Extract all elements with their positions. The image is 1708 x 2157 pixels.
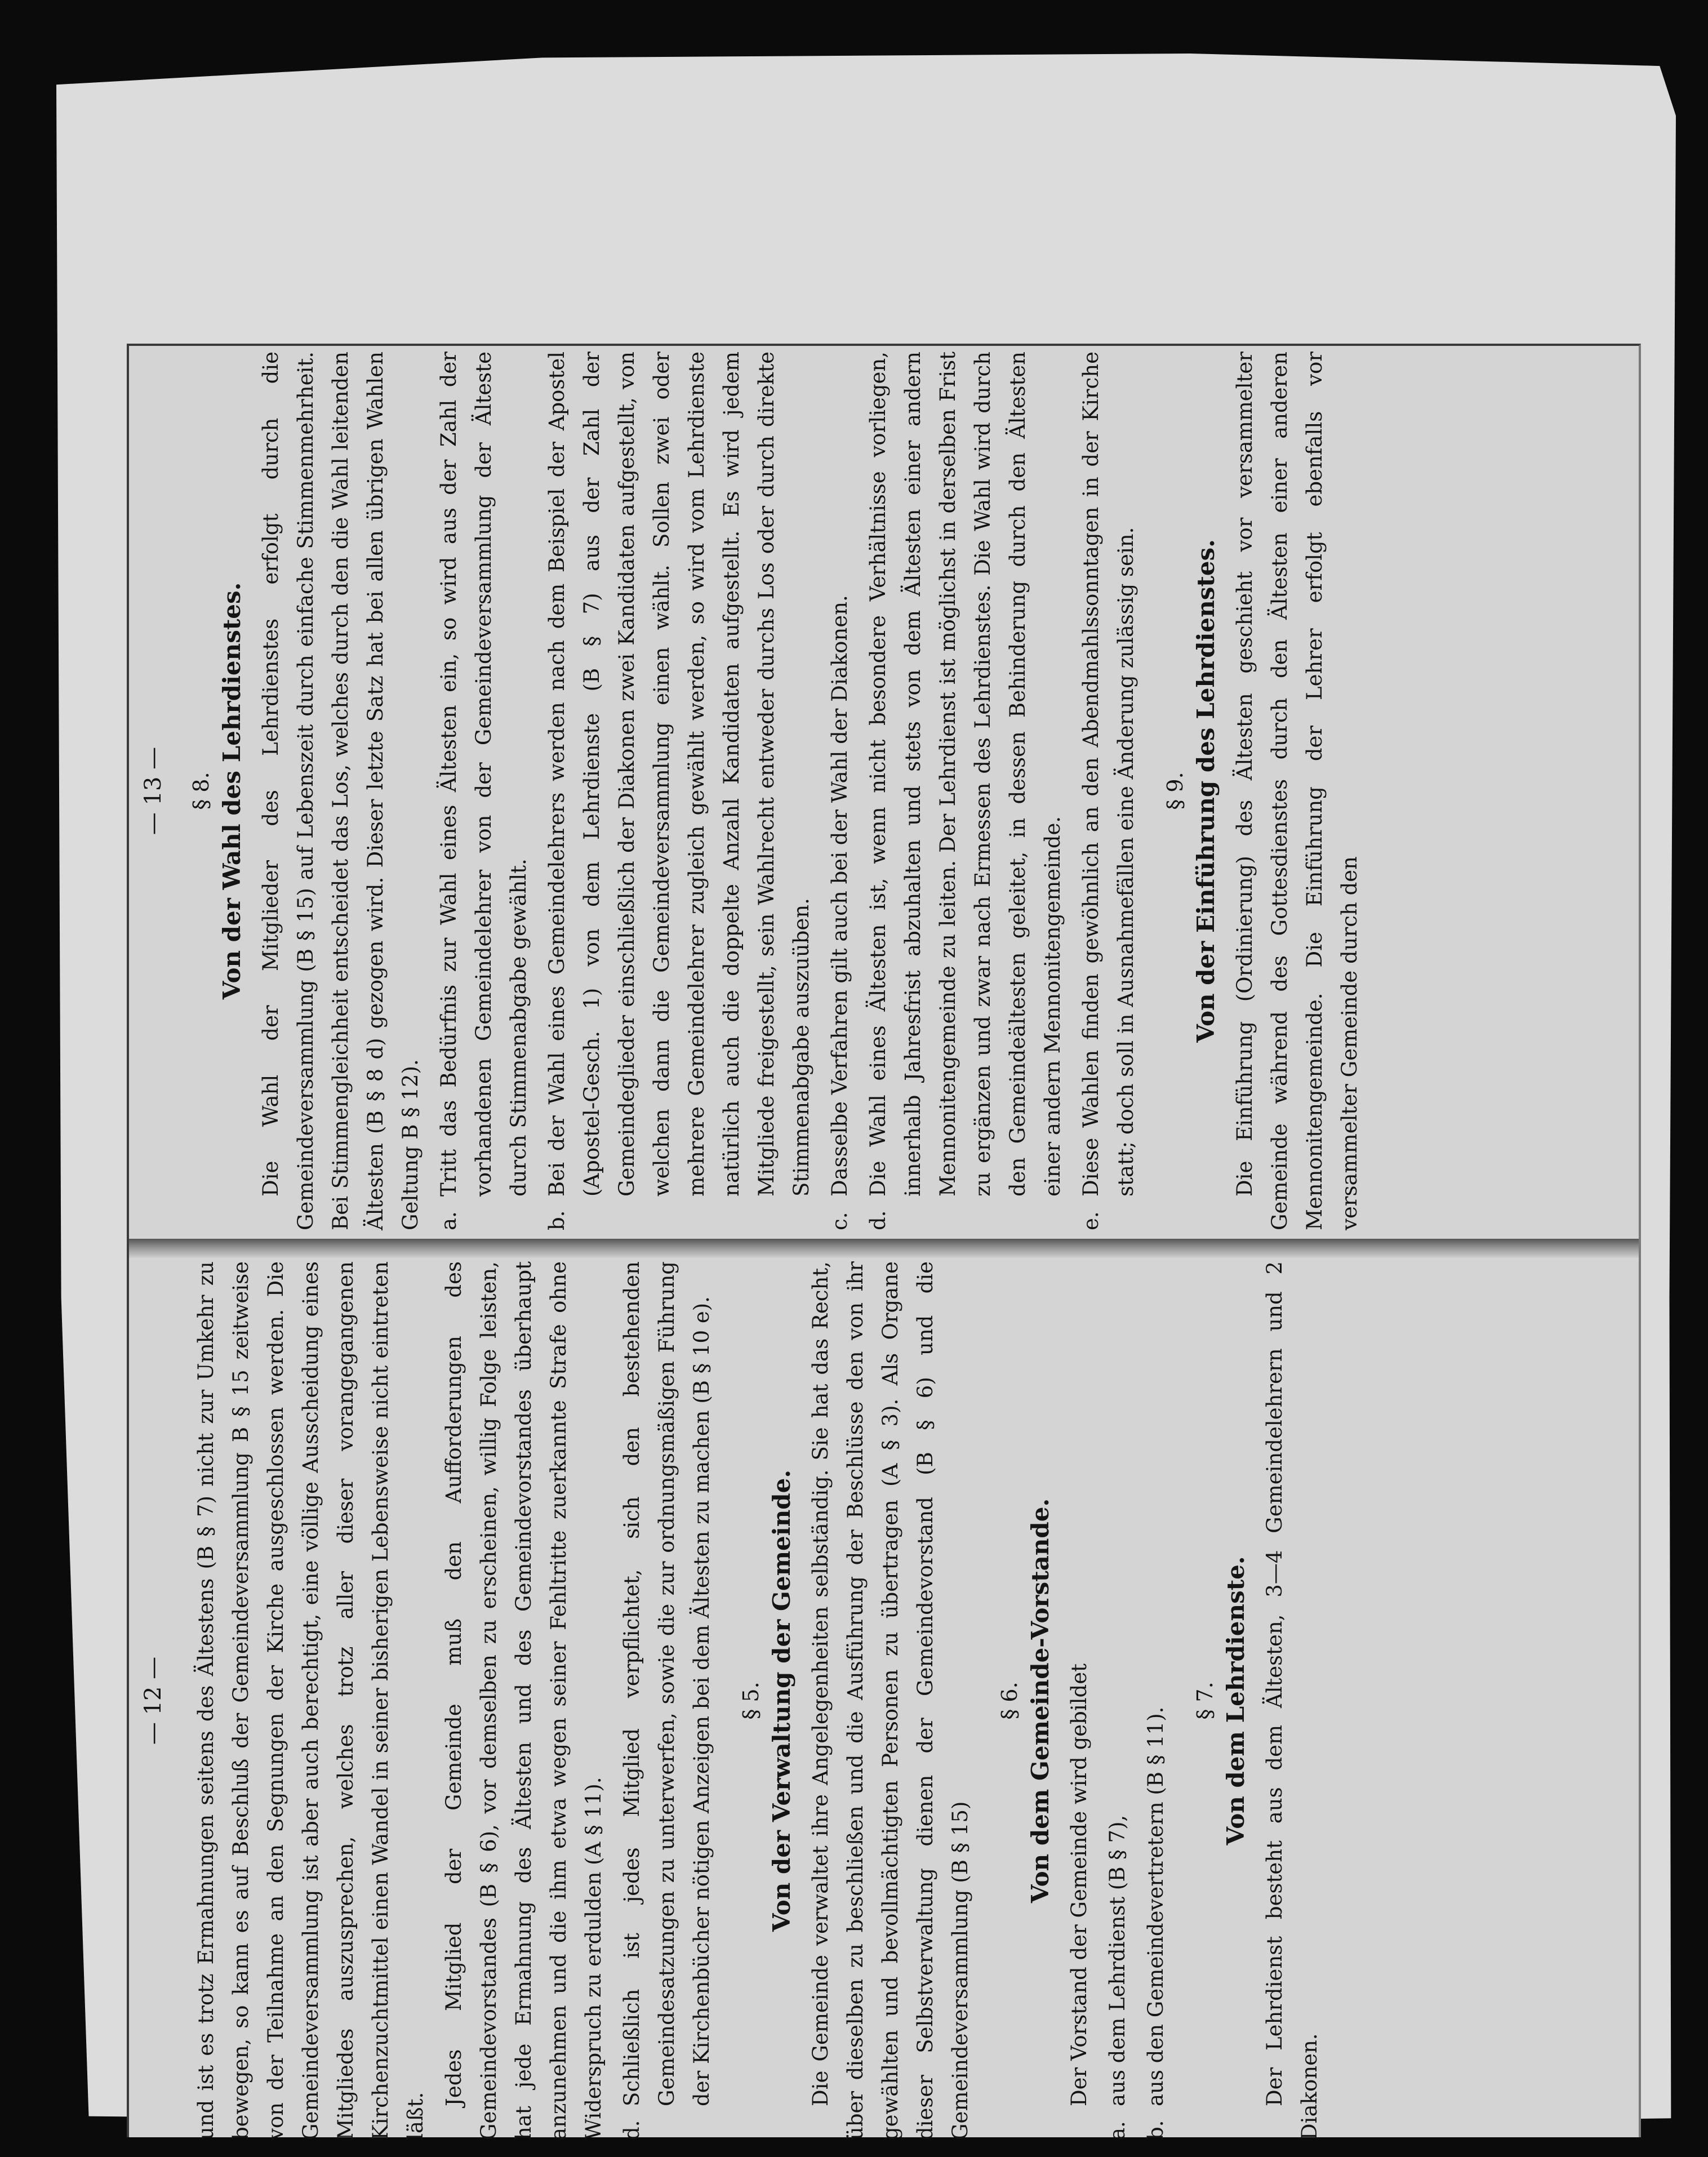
book-gutter (129, 1239, 1639, 1258)
section-heading: Von dem Gemeinde-Vorstande. (1026, 1498, 1054, 1904)
item-text: Diese Wahlen finden gewöhnlich an den Abendmahlssonntagen in der Kirche statt; doch soll in Ausnahmefällen eine Änderung zulässig sein. (1079, 352, 1138, 1197)
item-text: Tritt das Bedürfnis zur Wahl eines Ältesten ein, so wird aus der Zahl der vorhandenen Gemeindelehrer von der Gemeindeversammlung der Älteste durch Stimmenabgabe gewählt. (437, 352, 531, 1197)
item-letter: a. (437, 1211, 461, 1230)
list-item (1138, 1261, 1173, 2140)
section-number: § 7. (1193, 1682, 1217, 1720)
paragraph: Die Gemeinde verwaltet ihre Angelegenheiten selbständig. Sie hat das Recht, über dieselben zu beschließen und die Ausführung der Beschlüsse den von ihr gewählten und bevollmächtigten Personen zu übertragen (A § 3). Als Organe dieser Selbstverwaltung dienen der Gemeindevorstand (B § 6) und die Gemeindeversammlung (B § 15) (808, 1261, 972, 2140)
item-letter: e. (1079, 1211, 1103, 1230)
list-item (1074, 352, 1144, 1230)
paragraph: Der Lehrdienst besteht aus dem Ältesten, 3—4 Gemeindelehrern und 2 Diakonen. (1262, 1261, 1322, 2140)
item-text: Bei der Wahl eines Gemeindelehrers werden nach dem Beispiel der Apostel (Apostel-Gesch. 1) von dem Lehrdienste (B § 7) aus der Zahl der Gemeindeglieder einschließlich der Diakonen zwei Kandidaten aufgestellt, von welchen dann die Gemeindeversammlung einen wählt. Sollen zwei oder mehrere Gemeindelehrer zugleich gewählt werden, so wird vom Lehrdienste natürlich auch die doppelte Anzahl Kandidaten aufgestellt. Es wird jedem Mitgliede freigestellt, sein Wahlrecht entweder durchs Los oder durch direkte Stimmenabgabe auszuüben. (545, 352, 813, 1197)
book-spread (127, 344, 1641, 2140)
page-number: — 13 — (140, 746, 166, 835)
paragraph: Der Vorstand der Gemeinde wird gebildet (1067, 1664, 1091, 2106)
item-letter: b. (545, 1210, 569, 1230)
section-heading: Von dem Lehrdienste. (1222, 1556, 1249, 1845)
item-letter: d. (866, 1210, 890, 1230)
item-letter: b. (1144, 2120, 1168, 2140)
section-heading: Von der Verwaltung der Gemeinde. (768, 1470, 795, 1932)
paragraph: Die Wahl der Mitglieder des Lehrdienstes erfolgt durch die Gemeindeversammlung (B § 15) auf Lebenszeit durch einfache Stimmenmehrheit. Bei Stimmengleichheit entscheidet das Los, welches durch den die Wahl leitenden Ältesten (B § 8 d) gezogen wird. Dieser letzte Satz hat bei allen übrigen Wahlen Geltung B § 12). (259, 352, 422, 1230)
section-number: § 5. (739, 1682, 763, 1720)
paragraph: Jedes Mitglied der Gemeinde muß den Aufforderungen des Gemeindevorstandes (B § 6), vor demselben zu erscheinen, willig Folge leisten, hat jede Ermahnung des Ältesten und des Gemeindevorstandes überhaupt anzunehmen und die ihm etwa wegen seiner Fehltritte zuerkannte Strafe ohne Widerspruch zu erdulden (A § 11). (442, 1261, 606, 2140)
section-heading: Von der Wahl des Lehrdienstes. (218, 582, 246, 1000)
section-number: § 9. (1163, 772, 1187, 810)
paragraph: Die Einführung (Ordinierung) des Ältesten geschieht vor versammelter Gemeinde während des Gottesdienstes durch den Ältesten einer anderen Mennonitengemeinde. Die Einführung der Lehrer erfolgt ebenfalls vor versammelter Gemeinde durch den (1233, 352, 1362, 1230)
item-text: aus dem Lehrdienst (B § 7), (1105, 1814, 1129, 2106)
list-item (822, 352, 857, 1230)
item-text: Die Wahl eines Ältesten ist, wenn nicht besondere Verhältnisse vorliegen, innerhalb Jahresfrist abzuhalten und stets von dem Ältesten einer andern Mennonitengemeinde zu leiten. Der Lehrdienst ist möglichst in derselben Frist zu ergänzen und zwar nach Ermessen des Lehrdienstes. Die Wahl wird durch den Gemeindeältesten geleitet, in dessen Behinderung durch den Ältesten einer andern Mennonitengemeinde. (866, 352, 1065, 1197)
section-number: § 8. (189, 772, 214, 810)
page-number: — 12 — (140, 1656, 166, 1745)
list-item (540, 352, 819, 1230)
list-item (861, 352, 1070, 1230)
section-heading: Von der Einführung des Lehrdienstes. (1192, 539, 1220, 1043)
item-text: Schließlich ist jedes Mitglied verpflichtet, sich den bestehenden Gemeindesatzungen zu unterwerfen, sowie die zur ordnungsmäßigen Führung der Kirchenbücher nötigen Anzeigen bei dem Ältesten zu machen (B § 10 e). (620, 1261, 714, 2106)
item-letter: c. (828, 1212, 852, 1230)
page-13 (129, 346, 1639, 1236)
page-13-content (129, 352, 1616, 1230)
item-letter: a. (1105, 2121, 1129, 2140)
item-text: aus den Gemeindevertretern (B § 11). (1144, 1706, 1168, 2106)
section-number: § 6. (997, 1682, 1022, 1720)
page-12-content (129, 1261, 1616, 2140)
list-item (615, 1261, 719, 2140)
list-item (432, 352, 536, 1230)
item-text: Dasselbe Verfahren gilt auch bei der Wahl der Diakonen. (828, 595, 852, 1197)
list-item (1100, 1261, 1135, 2140)
item-letter: d. (620, 2120, 644, 2140)
paragraph: und ist es trotz Ermahnungen seitens des Ältestens (B § 7) nicht zur Umkehr zu bewegen, so kann es auf Beschluß der Gemeindeversammlung B § 15 zeitweise von der Teilnahme an den Segnungen der Kirche ausgeschlossen werden. Die Gemeindeversammlung ist aber auch berechtigt, eine völlige Ausscheidung eines Mitgliedes auszusprechen, welches trotz aller dieser vorangegangenen Kirchenzuchtmittel einen Wandel in seiner bisherigen Lebensweise nicht eintreten läßt. (194, 1261, 428, 2140)
page-12 (129, 1256, 1639, 2146)
